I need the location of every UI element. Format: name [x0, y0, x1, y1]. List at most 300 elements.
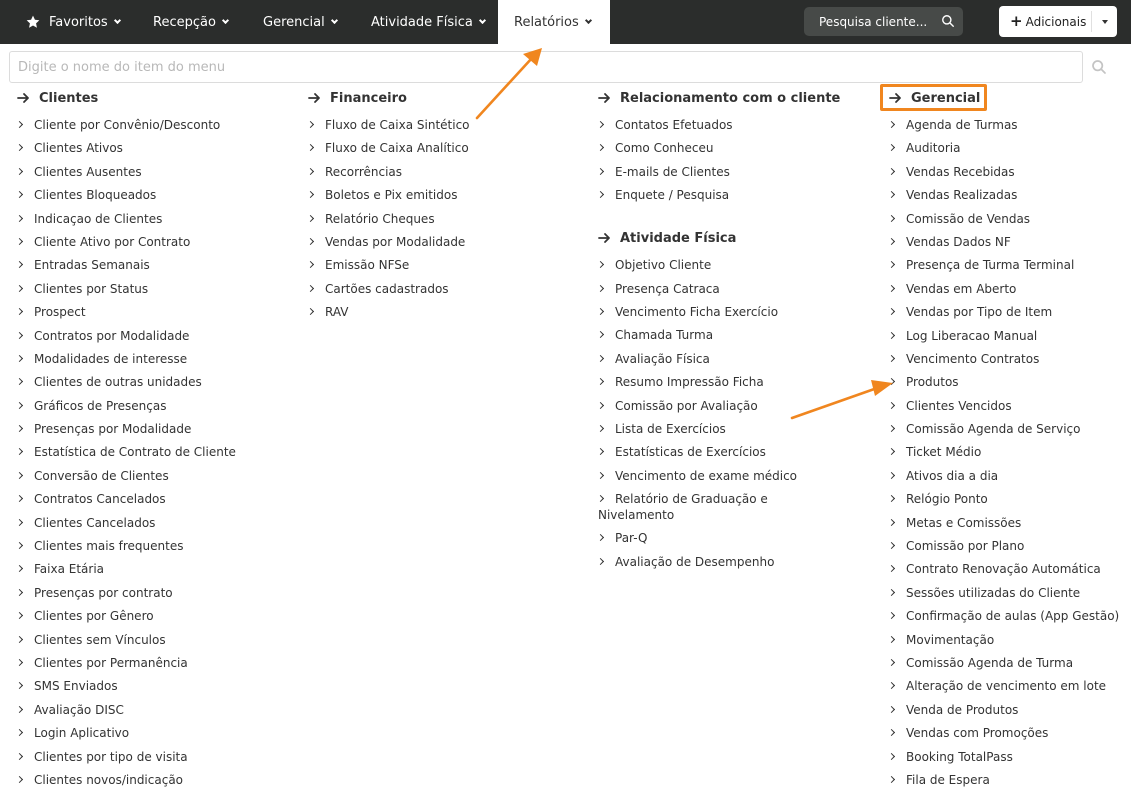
menu-item[interactable] [17, 187, 302, 203]
chevron-right-icon [888, 682, 895, 689]
menu-item[interactable] [17, 772, 302, 788]
chevron-right-icon [16, 285, 23, 292]
chevron-right-icon [888, 308, 895, 315]
chevron-right-icon [597, 168, 604, 175]
menu-item-label: Alteração de vencimento em lote [906, 679, 1107, 694]
chevron-right-icon [16, 682, 23, 689]
chevron-right-icon [888, 261, 895, 268]
menu-item[interactable] [598, 327, 878, 343]
nav-recepcao-label: Recepção [153, 14, 216, 30]
menu-item-label: Vendas em Aberto [906, 281, 1017, 296]
menu-item-label: Vendas Dados NF [906, 234, 1011, 249]
chevron-right-icon [597, 472, 604, 479]
menu-item[interactable] [17, 304, 302, 320]
section-title: Clientes [39, 90, 99, 106]
menu-item[interactable] [308, 304, 593, 320]
menu-item[interactable] [889, 234, 1124, 250]
menu-item-label: Clientes Vencidos [906, 398, 1012, 413]
menu-item[interactable] [308, 140, 593, 156]
chevron-right-icon [888, 238, 895, 245]
menu-item-label: Presença Catraca [615, 281, 720, 296]
menu-item-label: Relatório de Graduação e [615, 492, 768, 507]
menu-item-label: Avaliação DISC [34, 702, 124, 717]
chevron-right-icon [597, 144, 604, 151]
chevron-right-icon [597, 401, 604, 408]
nav-atividade-fisica-label: Atividade Física [371, 14, 473, 30]
annotation-highlight-box [880, 84, 987, 111]
chevron-right-icon [16, 706, 23, 713]
chevron-right-icon [307, 121, 314, 128]
arrow-right-icon [17, 92, 31, 104]
chevron-right-icon [597, 121, 604, 128]
menu-item-label: Clientes por Status [34, 281, 149, 296]
menu-item[interactable] [17, 702, 302, 718]
nav-favoritos[interactable] [25, 0, 120, 44]
menu-item-label: Clientes sem Vínculos [34, 632, 166, 647]
menu-item-label: Vendas com Promoções [906, 726, 1049, 741]
menu-item-label: Vendas por Tipo de Item [906, 305, 1053, 320]
menu-item-label: Presenças por Modalidade [34, 422, 192, 437]
menu-item-label: Relatório Cheques [325, 211, 435, 226]
chevron-right-icon [307, 144, 314, 151]
menu-item-label: Como Conheceu [615, 141, 714, 156]
menu-item-label: Vencimento Ficha Exercício [615, 304, 779, 319]
menu-item[interactable] [889, 140, 1124, 156]
chevron-right-icon [888, 121, 895, 128]
caret-down-icon [585, 16, 592, 23]
chevron-right-icon [597, 355, 604, 362]
menu-item[interactable] [17, 678, 302, 694]
menu-item[interactable] [598, 117, 878, 133]
menu-item-label: Avaliação de Desempenho [615, 554, 775, 569]
chevron-right-icon [16, 519, 23, 526]
chevron-right-icon [888, 659, 895, 666]
menu-item[interactable] [308, 117, 593, 133]
menu-item[interactable] [17, 234, 302, 250]
chevron-right-icon [597, 308, 604, 315]
menu-item-label: Ticket Médio [906, 445, 982, 460]
menu-item-label: Recorrências [325, 164, 403, 179]
chevron-right-icon [16, 612, 23, 619]
chevron-right-icon [16, 308, 23, 315]
menu-item[interactable] [17, 211, 302, 227]
menu-item-label: Booking TotalPass [906, 749, 1013, 764]
menu-item-label: Comissão de Vendas [906, 211, 1031, 226]
menu-item-label: RAV [325, 305, 349, 320]
menu-item-label: Auditoria [906, 141, 961, 156]
menu-item-label: Enquete / Pesquisa [615, 188, 730, 203]
menu-item[interactable] [17, 725, 302, 741]
menu-item-label: Relógio Ponto [906, 492, 988, 507]
chevron-right-icon [888, 753, 895, 760]
menu-item[interactable] [889, 515, 1124, 531]
chevron-right-icon [307, 168, 314, 175]
menu-item[interactable] [308, 257, 593, 273]
menu-item-label: Estatísticas de Exercícios [615, 445, 766, 460]
menu-item-label: Metas e Comissões [906, 515, 1022, 530]
menu-item-label: Contrato Renovação Automática [906, 562, 1101, 577]
menu-item[interactable] [17, 749, 302, 765]
menu-column-relacionamento [598, 88, 878, 570]
menu-item-label: Clientes novos/indicação [34, 772, 184, 787]
menu-item[interactable] [598, 468, 878, 484]
menu-item-label: Clientes Bloqueados [34, 188, 157, 203]
chevron-right-icon [888, 542, 895, 549]
menu-item-label: Avaliação Física [615, 351, 710, 366]
adicionais-button[interactable] [999, 6, 1117, 37]
menu-item[interactable] [598, 398, 878, 414]
chevron-right-icon [597, 331, 604, 338]
chevron-right-icon [16, 191, 23, 198]
menu-item[interactable] [889, 655, 1124, 671]
chevron-right-icon [16, 238, 23, 245]
menu-item[interactable] [889, 328, 1124, 344]
star-icon [25, 14, 41, 30]
chevron-right-icon [16, 565, 23, 572]
chevron-right-icon [307, 238, 314, 245]
menu-item[interactable] [889, 117, 1124, 133]
chevron-right-icon [597, 448, 604, 455]
menu-item[interactable] [17, 351, 302, 367]
menu-item-label: Cliente Ativo por Contrato [34, 234, 191, 249]
menu-item-label: Conversão de Clientes [34, 468, 169, 483]
chevron-right-icon [597, 495, 604, 502]
menu-item[interactable] [17, 491, 302, 507]
section-title: Relacionamento com o cliente [620, 90, 841, 106]
menu-item[interactable] [17, 561, 302, 577]
menu-item[interactable] [889, 725, 1124, 741]
caret-down-icon [222, 16, 229, 23]
menu-item[interactable] [889, 561, 1124, 577]
menu-item[interactable] [598, 491, 878, 523]
menu-column-gerencial [889, 88, 1124, 788]
menu-item-label-continuation: Nivelamento [598, 508, 675, 523]
nav-recepcao[interactable] [153, 0, 228, 44]
adicionais-label: Adicionais [1025, 14, 1087, 29]
menu-item-label: Par-Q [615, 531, 648, 546]
menu-item[interactable] [889, 702, 1124, 718]
chevron-right-icon [888, 729, 895, 736]
chevron-right-icon [16, 589, 23, 596]
menu-item[interactable] [17, 538, 302, 554]
menu-item[interactable] [889, 444, 1124, 460]
menu-item-label: Ativos dia a dia [906, 468, 999, 483]
menu-item-label: Login Aplicativo [34, 726, 130, 741]
arrow-right-icon [598, 232, 612, 244]
chevron-right-icon [16, 402, 23, 409]
nav-gerencial[interactable] [263, 0, 337, 44]
button-divider [1091, 11, 1092, 32]
menu-item[interactable] [308, 234, 593, 250]
menu-search-input[interactable] [9, 51, 1083, 83]
menu-column-clientes [17, 88, 302, 788]
menu-item-label: Fluxo de Caixa Analítico [325, 141, 469, 156]
menu-item-label: Cartões cadastrados [325, 281, 449, 296]
menu-item[interactable] [889, 257, 1124, 273]
chevron-right-icon [888, 355, 895, 362]
menu-item[interactable] [889, 772, 1124, 788]
chevron-right-icon [307, 308, 314, 315]
chevron-right-icon [16, 472, 23, 479]
search-icon[interactable] [1091, 59, 1107, 79]
menu-item[interactable] [17, 468, 302, 484]
menu-item[interactable] [598, 421, 878, 437]
menu-item[interactable] [17, 374, 302, 390]
chevron-right-icon [888, 331, 895, 338]
section-header-financeiro [308, 88, 593, 108]
menu-item[interactable] [308, 281, 593, 297]
chevron-right-icon [597, 425, 604, 432]
nav-gerencial-label: Gerencial [263, 14, 325, 30]
chevron-right-icon [597, 558, 604, 565]
menu-item-label: Clientes por Permanência [34, 655, 188, 670]
search-icon[interactable] [941, 14, 955, 31]
menu-column-financeiro [308, 88, 593, 320]
menu-item-label: Estatística de Contrato de Cliente [34, 445, 236, 460]
menu-item-label: SMS Enviados [34, 679, 118, 694]
chevron-right-icon [888, 776, 895, 783]
chevron-right-icon [307, 261, 314, 268]
chevron-right-icon [16, 378, 23, 385]
chevron-right-icon [888, 706, 895, 713]
section-header-atividade-fisica [598, 228, 878, 248]
chevron-right-icon [888, 168, 895, 175]
section-header-relacionamento [598, 88, 878, 108]
chevron-right-icon [307, 285, 314, 292]
menu-item[interactable] [598, 187, 878, 203]
chevron-right-icon [16, 495, 23, 502]
menu-item-label: Vendas Recebidas [906, 164, 1015, 179]
menu-item-label: Prospect [34, 305, 86, 320]
menu-item[interactable] [889, 468, 1124, 484]
menu-item-label: Emissão NFSe [325, 258, 410, 273]
menu-item[interactable] [308, 211, 593, 227]
menu-item[interactable] [308, 187, 593, 203]
menu-item[interactable] [17, 444, 302, 460]
chevron-right-icon [888, 448, 895, 455]
section-title: Financeiro [330, 90, 407, 106]
chevron-right-icon [16, 448, 23, 455]
menu-item-label: Produtos [906, 375, 959, 390]
chevron-right-icon [597, 534, 604, 541]
menu-item-label: Lista de Exercícios [615, 421, 726, 436]
menu-item[interactable] [598, 530, 878, 546]
menu-item[interactable] [598, 164, 878, 180]
menu-item-label: Presenças por contrato [34, 585, 173, 600]
menu-item[interactable] [308, 164, 593, 180]
menu-item-label: Fluxo de Caixa Sintético [325, 118, 470, 132]
menu-item-label: Gráficos de Presenças [34, 398, 167, 413]
menu-item-label: Clientes de outras unidades [34, 375, 202, 390]
client-search-placeholder: Pesquisa cliente... [819, 14, 928, 29]
chevron-right-icon [16, 776, 23, 783]
menu-list [889, 117, 1124, 788]
menu-item-label: Presença de Turma Terminal [906, 258, 1075, 273]
menu-item-label: Comissão por Avaliação [615, 398, 758, 413]
menu-item-label: Sessões utilizadas do Cliente [906, 585, 1081, 600]
menu-item-label: Vencimento Contratos [906, 351, 1040, 366]
menu-item-label: Clientes mais frequentes [34, 539, 184, 554]
menu-item-label: Movimentação [906, 632, 995, 647]
caret-down-icon[interactable] [1102, 20, 1108, 24]
nav-favoritos-label: Favoritos [49, 14, 108, 30]
section-title: Gerencial [911, 90, 981, 106]
menu-item-label: Comissão por Plano [906, 539, 1025, 554]
chevron-right-icon [888, 191, 895, 198]
menu-list [308, 117, 593, 320]
menu-item[interactable] [889, 187, 1124, 203]
plus-icon: + [1010, 11, 1023, 30]
menu-item-label: Contatos Efetuados [615, 118, 733, 132]
menu-item-label: Clientes Ativos [34, 141, 123, 156]
chevron-right-icon [597, 378, 604, 385]
menu-item[interactable] [17, 117, 302, 133]
chevron-right-icon [888, 472, 895, 479]
chevron-right-icon [16, 215, 23, 222]
menu-item[interactable] [598, 140, 878, 156]
section-header-clientes [17, 88, 302, 108]
caret-down-icon [479, 16, 486, 23]
menu-item-label: Venda de Produtos [906, 702, 1019, 717]
chevron-right-icon [597, 191, 604, 198]
menu-item-label: Boletos e Pix emitidos [325, 188, 458, 203]
menu-item[interactable] [598, 554, 878, 570]
menu-item[interactable] [889, 281, 1124, 297]
arrow-right-icon [308, 92, 322, 104]
menu-item[interactable] [17, 655, 302, 671]
chevron-right-icon [888, 285, 895, 292]
caret-down-icon [114, 16, 121, 23]
menu-item[interactable] [598, 374, 878, 390]
menu-item[interactable] [889, 211, 1124, 227]
menu-item-label: Modalidades de interesse [34, 351, 188, 366]
menu-item[interactable] [17, 421, 302, 437]
menu-item[interactable] [889, 421, 1124, 437]
menu-item-label: Clientes Ausentes [34, 164, 142, 179]
chevron-right-icon [888, 425, 895, 432]
menu-item[interactable] [598, 351, 878, 367]
chevron-right-icon [16, 355, 23, 362]
menu-item-label: Contratos por Modalidade [34, 328, 190, 343]
menu-item-label: Clientes por tipo de visita [34, 749, 188, 764]
chevron-right-icon [16, 659, 23, 666]
menu-item[interactable] [889, 585, 1124, 601]
menu-item-label: Cliente por Convênio/Desconto [34, 118, 221, 132]
chevron-right-icon [888, 636, 895, 643]
chevron-right-icon [16, 425, 23, 432]
chevron-right-icon [597, 285, 604, 292]
chevron-right-icon [888, 402, 895, 409]
menu-list [598, 257, 878, 570]
menu-item[interactable] [889, 164, 1124, 180]
menu-item[interactable] [889, 374, 1124, 390]
chevron-right-icon [16, 168, 23, 175]
menu-item[interactable] [598, 281, 878, 297]
chevron-right-icon [888, 589, 895, 596]
menu-item[interactable] [17, 585, 302, 601]
menu-item-label: Contratos Cancelados [34, 492, 166, 507]
menu-item-label: Agenda de Turmas [906, 118, 1018, 132]
menu-item[interactable] [889, 608, 1124, 624]
chevron-right-icon [16, 636, 23, 643]
chevron-right-icon [888, 612, 895, 619]
menu-item-label: Vendas Realizadas [906, 188, 1018, 203]
menu-item-label: Clientes por Gênero [34, 609, 154, 624]
chevron-right-icon [888, 495, 895, 502]
menu-item-label: Vencimento de exame médico [615, 468, 798, 483]
chevron-right-icon [16, 729, 23, 736]
menu-item[interactable] [889, 398, 1124, 414]
menu-item[interactable] [17, 608, 302, 624]
section-title: Atividade Física [620, 230, 737, 246]
chevron-right-icon [16, 753, 23, 760]
menu-item[interactable] [889, 304, 1124, 320]
menu-item[interactable] [598, 257, 878, 273]
nav-atividade-fisica[interactable] [371, 0, 485, 44]
chevron-right-icon [307, 191, 314, 198]
menu-item-label: Vendas por Modalidade [325, 234, 466, 249]
menu-item-label: Clientes Cancelados [34, 515, 156, 530]
menu-item[interactable] [17, 398, 302, 414]
menu-item-label: Objetivo Cliente [615, 258, 712, 273]
menu-item-label: Chamada Turma [615, 328, 714, 343]
chevron-right-icon [307, 215, 314, 222]
menu-item-label: Comissão Agenda de Turma [906, 655, 1074, 670]
menu-item[interactable] [889, 678, 1124, 694]
menu-item[interactable] [889, 351, 1124, 367]
menu-item[interactable] [889, 491, 1124, 507]
menu-item-label: Indicaçao de Clientes [34, 211, 163, 226]
chevron-right-icon [597, 261, 604, 268]
chevron-right-icon [888, 144, 895, 151]
nav-relatorios-label: Relatórios [514, 14, 579, 30]
menu-item[interactable] [17, 515, 302, 531]
menu-item[interactable] [17, 328, 302, 344]
menu-item[interactable] [598, 444, 878, 460]
client-search-field[interactable] [804, 7, 963, 36]
menu-item[interactable] [889, 632, 1124, 648]
menu-list [17, 117, 302, 788]
chevron-right-icon [16, 261, 23, 268]
menu-list [598, 117, 878, 203]
menu-item[interactable] [889, 749, 1124, 765]
menu-item[interactable] [17, 140, 302, 156]
chevron-right-icon [888, 565, 895, 572]
chevron-right-icon [16, 121, 23, 128]
chevron-right-icon [888, 519, 895, 526]
menu-item-label: Comissão Agenda de Serviço [906, 422, 1081, 437]
chevron-right-icon [16, 331, 23, 338]
menu-item[interactable] [17, 257, 302, 273]
menu-item[interactable] [17, 632, 302, 648]
menu-item-label: Entradas Semanais [34, 258, 150, 273]
menu-item-label: Log Liberacao Manual [906, 328, 1038, 343]
chevron-right-icon [888, 215, 895, 222]
menu-item-label: E-mails de Clientes [615, 164, 730, 179]
caret-down-icon [331, 16, 338, 23]
menu-item[interactable] [17, 281, 302, 297]
chevron-right-icon [16, 542, 23, 549]
menu-item[interactable] [598, 304, 878, 320]
nav-relatorios[interactable] [498, 0, 610, 44]
arrow-right-icon [598, 92, 612, 104]
menu-item[interactable] [17, 164, 302, 180]
chevron-right-icon [888, 378, 895, 385]
menu-item-label: Confirmação de aulas (App Gestão) [906, 609, 1120, 624]
top-navigation-bar [0, 0, 1131, 44]
menu-item[interactable] [889, 538, 1124, 554]
menu-item-label: Fila de Espera [906, 772, 990, 787]
